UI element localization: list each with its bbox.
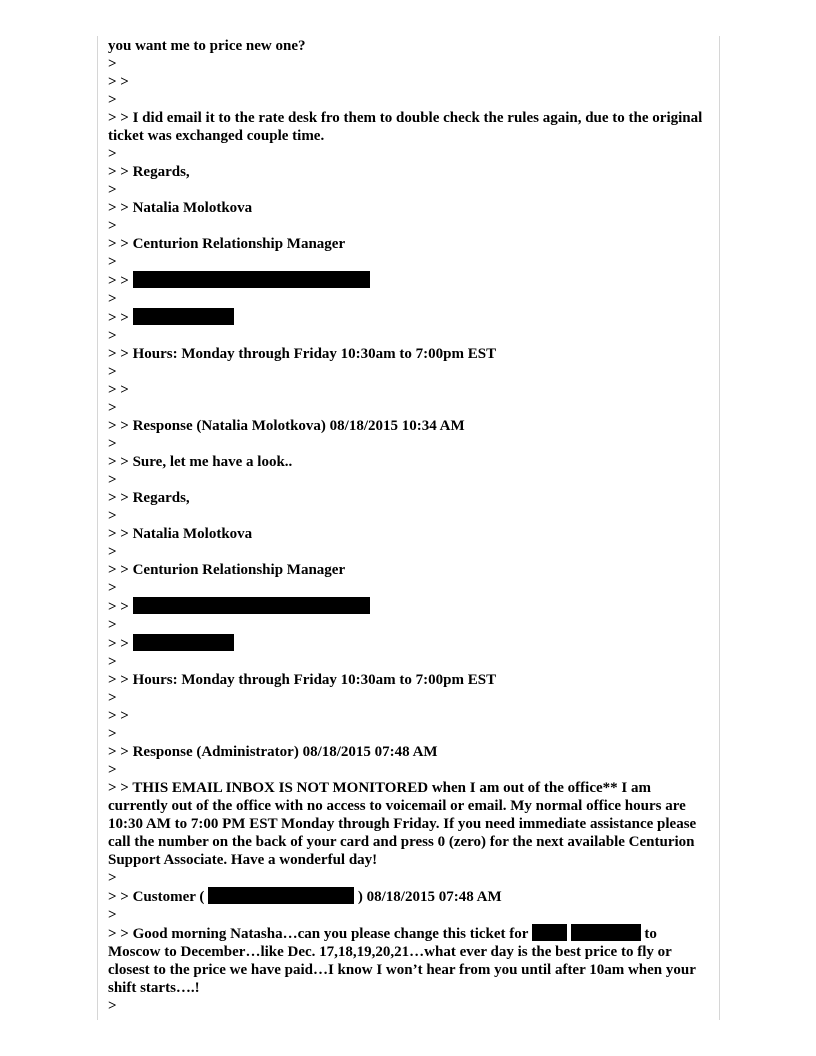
email-line-text: >	[108, 580, 117, 596]
email-line	[108, 507, 708, 525]
email-line-text: >	[108, 508, 117, 524]
email-line	[108, 653, 708, 671]
email-line	[108, 997, 708, 1015]
email-line-text-after: ) 08/18/2015 07:48 AM	[354, 889, 502, 905]
redaction-block	[532, 924, 567, 941]
email-line	[108, 308, 708, 327]
email-line-text: > > Centurion Relationship Manager	[108, 236, 346, 252]
email-line	[108, 561, 708, 579]
page-border-left	[97, 36, 98, 1020]
email-line	[108, 761, 708, 779]
email-line	[108, 671, 708, 689]
email-line-text: >	[108, 400, 117, 416]
email-line-text: >	[108, 654, 117, 670]
email-line	[108, 924, 708, 997]
page-border-right	[719, 36, 720, 1020]
email-line-text: you want me to price new one?	[108, 38, 306, 54]
email-line	[108, 37, 708, 55]
email-line-text: >	[108, 690, 117, 706]
redaction-block	[133, 634, 234, 651]
email-line-text: > >	[108, 382, 129, 398]
email-line	[108, 109, 708, 145]
email-line-text: > > Regards,	[108, 164, 190, 180]
email-line-text: > > THIS EMAIL INBOX IS NOT MONITORED when I am out of the office** I am currently out of the office with no access to voicemail or email. My normal office hours are 10:30 AM to 7:00 PM EST Monday through Friday. If you need immediate assistance please call the number on the back of your card and press 0 (zero) for the next available Centurion Support Associate. Have a wonderful day!	[108, 780, 700, 868]
email-line-text: >	[108, 617, 117, 633]
redaction-block	[133, 597, 370, 614]
email-line-text: > > Good morning Natasha…can you please change this ticket for	[108, 926, 532, 942]
email-line-text: > > Hours: Monday through Friday 10:30am to 7:00pm EST	[108, 346, 497, 362]
email-line	[108, 634, 708, 653]
email-line-text: > > Response (Natalia Molotkova) 08/18/2015 10:34 AM	[108, 418, 465, 434]
email-line	[108, 779, 708, 869]
email-line	[108, 543, 708, 561]
email-line-text: >	[108, 907, 117, 923]
email-line	[108, 906, 708, 924]
email-line	[108, 887, 708, 906]
email-line	[108, 145, 708, 163]
email-line-text: > > Centurion Relationship Manager	[108, 562, 346, 578]
email-line-text: > > Natalia Molotkova	[108, 200, 253, 216]
email-line-text: >	[108, 436, 117, 452]
email-line-text: >	[108, 544, 117, 560]
email-line-text: >	[108, 254, 117, 270]
email-line-text: > > Natalia Molotkova	[108, 526, 253, 542]
email-line-text: > >	[108, 599, 133, 615]
redaction-block	[571, 924, 641, 941]
email-line-text: > > Customer (	[108, 889, 209, 905]
email-line-text: > >	[108, 310, 133, 326]
email-line-text: >	[108, 291, 117, 307]
email-line-text: >	[108, 364, 117, 380]
email-line	[108, 73, 708, 91]
email-line	[108, 217, 708, 235]
email-line-text: >	[108, 56, 117, 72]
email-line	[108, 181, 708, 199]
email-line	[108, 707, 708, 725]
email-line	[108, 471, 708, 489]
email-line-text: > >	[108, 273, 133, 289]
email-line	[108, 290, 708, 308]
email-line-text: > > Regards,	[108, 490, 190, 506]
email-line-text: >	[108, 998, 117, 1014]
email-line	[108, 55, 708, 73]
redaction-block	[133, 271, 370, 288]
email-line-text: >	[108, 328, 117, 344]
email-line	[108, 597, 708, 616]
email-line-text: >	[108, 762, 117, 778]
email-line	[108, 616, 708, 634]
email-line-text: > > Response (Administrator) 08/18/2015 07:48 AM	[108, 744, 438, 760]
email-line	[108, 869, 708, 887]
email-line	[108, 399, 708, 417]
email-line	[108, 235, 708, 253]
email-line	[108, 345, 708, 363]
email-line	[108, 253, 708, 271]
email-line-text-after: to Moscow to December…like Dec. 17,18,19,20,21…what ever day is the best price to fly or closest to the price we have paid…I know I won’t hear from you until after 10am when your shift starts….!	[108, 926, 700, 996]
redaction-block	[133, 308, 234, 325]
email-line-text: > > I did email it to the rate desk fro them to double check the rules again, due to the original ticket was exchanged couple time.	[108, 110, 707, 144]
email-thread-body	[108, 37, 708, 1015]
email-line-text: >	[108, 218, 117, 234]
email-line-text: > > Sure, let me have a look..	[108, 454, 293, 470]
email-line-text: > >	[108, 74, 129, 90]
email-line	[108, 199, 708, 217]
email-line	[108, 453, 708, 471]
email-line	[108, 725, 708, 743]
email-line	[108, 271, 708, 290]
email-line	[108, 579, 708, 597]
email-line-text: > > Hours: Monday through Friday 10:30am to 7:00pm EST	[108, 672, 497, 688]
email-line	[108, 381, 708, 399]
email-line	[108, 91, 708, 109]
email-line-text: >	[108, 146, 117, 162]
email-line	[108, 435, 708, 453]
email-line-text: > >	[108, 636, 133, 652]
email-line	[108, 743, 708, 761]
email-line-text: >	[108, 182, 117, 198]
email-line	[108, 163, 708, 181]
email-line-text: >	[108, 92, 117, 108]
email-line	[108, 689, 708, 707]
email-line	[108, 363, 708, 381]
email-line-text: >	[108, 870, 117, 886]
email-line-text: >	[108, 726, 117, 742]
email-line	[108, 489, 708, 507]
redaction-block	[208, 887, 354, 904]
email-line	[108, 417, 708, 435]
email-line-text: >	[108, 472, 117, 488]
email-line-text: > >	[108, 708, 129, 724]
email-line	[108, 327, 708, 345]
email-line	[108, 525, 708, 543]
